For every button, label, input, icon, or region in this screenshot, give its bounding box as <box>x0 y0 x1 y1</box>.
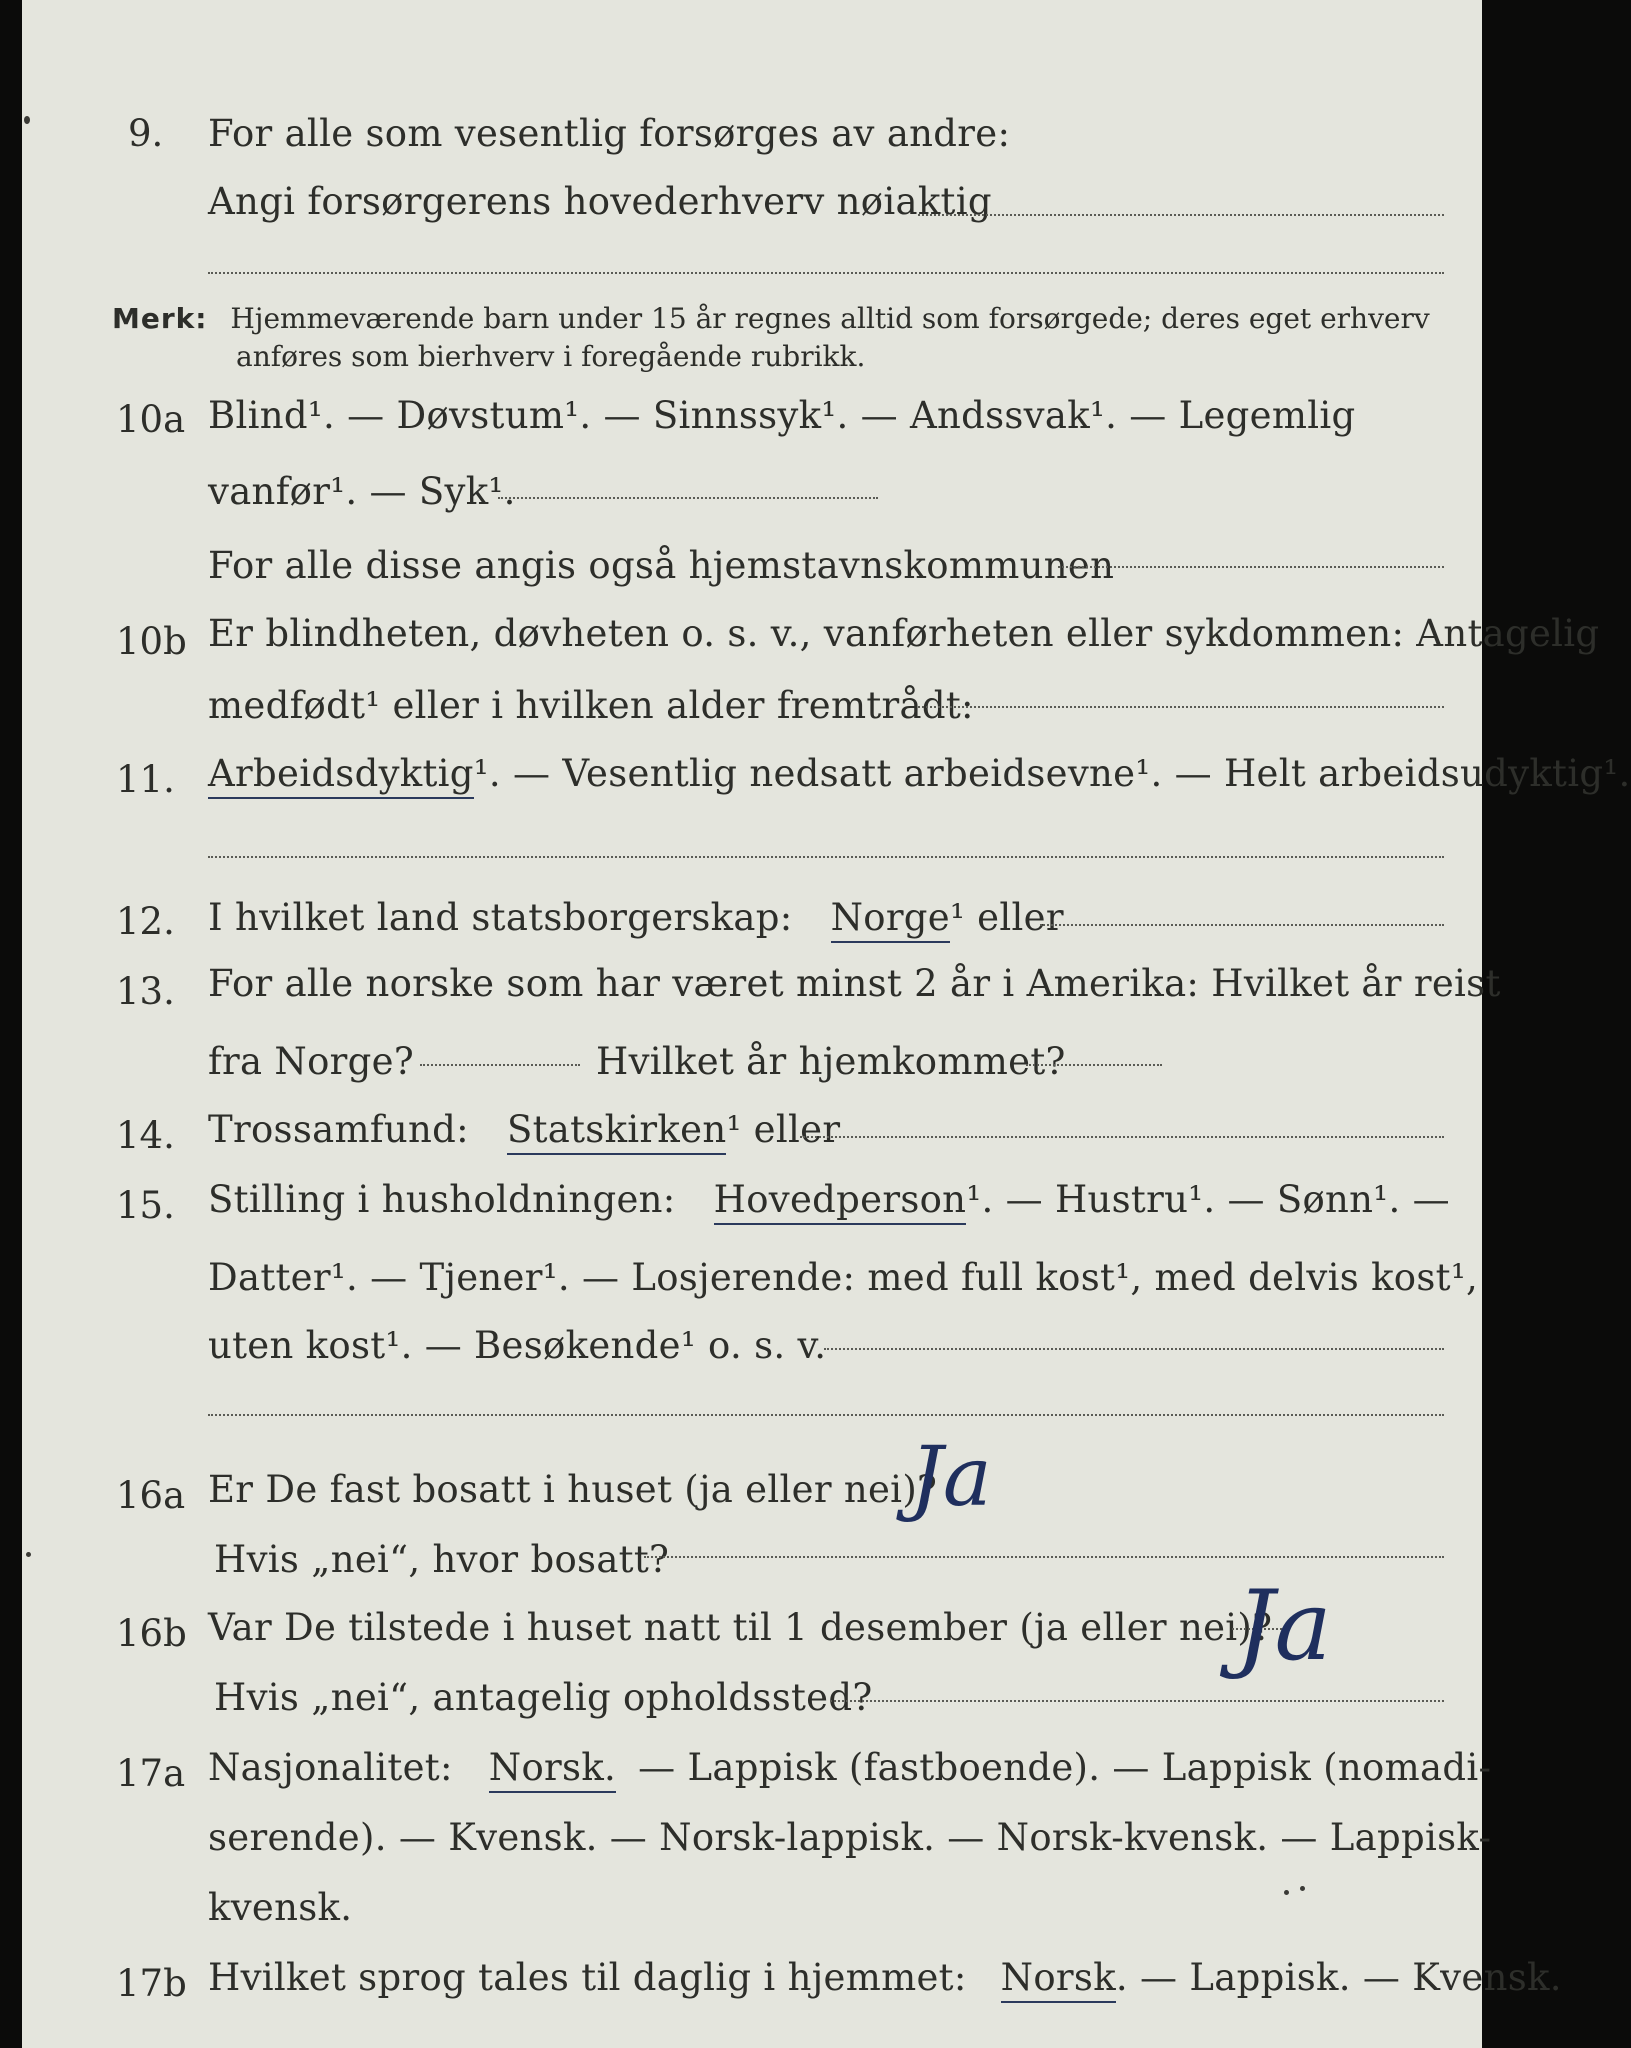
q10b-number: 10b <box>116 620 187 663</box>
scan-speck <box>26 1552 31 1557</box>
q9-number: 9. <box>128 112 164 155</box>
q16a-question: Er De fast bosatt i huset (ja eller nei)? <box>208 1468 938 1511</box>
q14-other: ¹ eller <box>726 1108 841 1151</box>
note-line-2: anføres som bierhverv i foregående rubrikk. <box>236 340 866 373</box>
q11-answer-line[interactable] <box>208 856 1444 858</box>
q10a-number: 10a <box>116 398 186 441</box>
q9-subquestion: Angi forsørgerens hovederhverv nøiaktig <box>208 180 992 223</box>
note-line-1: Hjemmeværende barn under 15 år regnes alltid som forsørgede; deres eget erhverv <box>230 302 1430 335</box>
scan-speck <box>1284 1890 1289 1895</box>
q14-selected-option[interactable]: Statskirken <box>507 1108 727 1155</box>
q10b-question: Er blindheten, døvheten o. s. v., vanførheten eller sykdommen: Antagelig <box>208 612 1600 655</box>
q17b-number: 17b <box>116 1962 187 2005</box>
q15-label: Stilling i husholdningen: <box>208 1178 676 1221</box>
q9-question: For alle som vesentlig forsørges av andre: <box>208 112 1011 155</box>
q13-emigrated-line[interactable] <box>420 1064 580 1066</box>
q11-selected-option[interactable]: Arbeidsdyktig <box>208 752 474 799</box>
scan-speck <box>24 116 30 124</box>
q16b-number: 16b <box>116 1612 187 1655</box>
q17b-selected-option[interactable]: Norsk <box>1001 1956 1116 2003</box>
q17b-question <box>208 1956 1562 1999</box>
q15-number: 15. <box>116 1184 175 1227</box>
q16a-answer-line[interactable] <box>644 1556 1444 1558</box>
q16a-handwritten-answer[interactable]: Ja <box>910 1430 992 1525</box>
q12-label: I hvilket land statsborgerskap: <box>208 896 793 939</box>
q10a-home-municipality: For alle disse angis også hjemstavnskommunen <box>208 544 1115 587</box>
q12-number: 12. <box>116 900 175 943</box>
q16b-stay-line[interactable] <box>830 1700 1444 1702</box>
q11-options <box>208 752 1631 795</box>
q16b-question: Var De tilstede i huset natt til 1 desember (ja eller nei)? <box>208 1606 1273 1649</box>
q14-answer-line[interactable] <box>800 1136 1444 1138</box>
q10a-answer-line[interactable] <box>498 497 878 499</box>
q17a-selected-option[interactable]: Norsk. <box>489 1746 616 1793</box>
q9-answer-line-2[interactable] <box>208 272 1444 274</box>
q10a-options-2: vanfør¹. — Syk¹. <box>208 470 516 513</box>
q14-label: Trossamfund: <box>208 1108 469 1151</box>
q11-number: 11. <box>116 758 175 801</box>
q15-question <box>208 1178 1450 1221</box>
q16b-subquestion: Hvis „nei“, antagelig opholdssted? <box>214 1676 873 1719</box>
q12-selected-option[interactable]: Norge <box>831 896 950 943</box>
q16a-subquestion: Hvis „nei“, hvor bosatt? <box>214 1538 670 1581</box>
q12-other: ¹ eller <box>949 896 1064 939</box>
q17a-number: 17a <box>116 1752 186 1795</box>
q13-number: 13. <box>116 970 175 1013</box>
q9-answer-line[interactable] <box>918 214 1444 216</box>
q17a-options-2: serende). — Kvensk. — Norsk-lappisk. — Norsk-kvensk. — Lappisk- <box>208 1816 1492 1859</box>
q13-returned: Hvilket år hjemkommet? <box>596 1040 1066 1083</box>
q15-options-3: uten kost¹. — Besøkende¹ o. s. v. <box>208 1324 827 1367</box>
q15-answer-line[interactable] <box>824 1348 1444 1350</box>
q10b-answer-line[interactable] <box>918 706 1444 708</box>
q17a-options-3: kvensk. <box>208 1886 353 1929</box>
q13-returned-line[interactable] <box>1026 1064 1162 1066</box>
q12-answer-line[interactable] <box>1040 924 1444 926</box>
note-block <box>112 300 1430 338</box>
q10a-options: Blind¹. — Døvstum¹. — Sinnssyk¹. — Andssvak¹. — Legemlig <box>208 394 1356 437</box>
q17a-label: Nasjonalitet: <box>208 1746 453 1789</box>
census-form-page <box>22 0 1631 2048</box>
q13-question: For alle norske som har været minst 2 år i Amerika: Hvilket år reist <box>208 962 1501 1005</box>
q17a-options-1: — Lappisk (fastboende). — Lappisk (nomadi- <box>638 1746 1492 1789</box>
q16b-handwritten-answer[interactable]: Ja <box>1236 1570 1332 1682</box>
q16a-number: 16a <box>116 1474 186 1517</box>
q17b-label: Hvilket sprog tales til daglig i hjemmet: <box>208 1956 967 1999</box>
q15-selected-option[interactable]: Hovedperson <box>714 1178 967 1225</box>
q15-answer-line-2[interactable] <box>208 1414 1444 1416</box>
q10b-question-2: medfødt¹ eller i hvilken alder fremtrådt: <box>208 684 974 727</box>
note-label: Merk: <box>112 302 208 335</box>
q14-question <box>208 1108 840 1151</box>
q12-question <box>208 896 1064 939</box>
q15-options-1: ¹. — Hustru¹. — Sønn¹. — <box>966 1178 1450 1221</box>
q13-emigrated: fra Norge? <box>208 1040 414 1083</box>
q11-other-options: ¹. — Vesentlig nedsatt arbeidsevne¹. — Helt arbeidsudyktig¹. <box>473 752 1631 795</box>
q10a-municipality-line[interactable] <box>1058 566 1444 568</box>
q17a-question <box>208 1746 1491 1789</box>
q15-options-2: Datter¹. — Tjener¹. — Losjerende: med full kost¹, med delvis kost¹, <box>208 1256 1479 1299</box>
scan-speck <box>1300 1886 1305 1891</box>
q14-number: 14. <box>116 1114 175 1157</box>
q17b-other-options: . — Lappisk. — Kvensk. <box>1115 1956 1562 1999</box>
